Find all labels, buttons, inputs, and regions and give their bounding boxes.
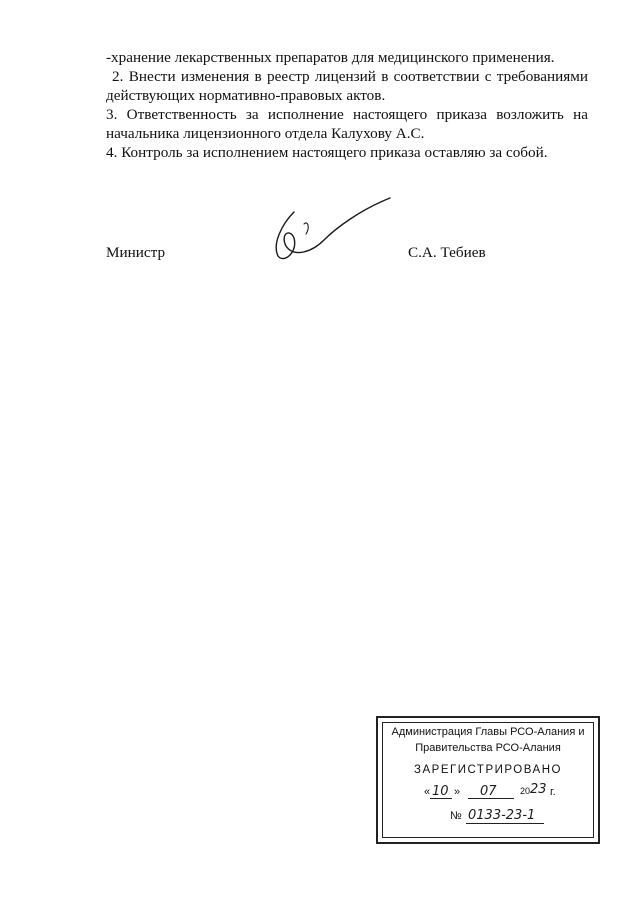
- stamp-number-label: №: [450, 810, 462, 822]
- stamp-year-prefix: 20: [520, 786, 531, 796]
- paragraph-text: -хранение лекарственных препаратов для медицинского применения.: [106, 49, 555, 66]
- stamp-org-line1: Администрация Главы РСО-Алания и: [391, 726, 585, 738]
- stamp-number: [450, 808, 570, 828]
- stamp-org-line2: Правительства РСО-Алания: [415, 742, 561, 754]
- stamp-quote-close: »: [454, 786, 461, 798]
- paragraph-storage: [106, 48, 588, 67]
- document-body: [106, 48, 588, 162]
- stamp-quote-open: «: [424, 786, 431, 798]
- paragraph-2: [106, 67, 588, 105]
- registration-stamp: [376, 716, 600, 844]
- stamp-year-suffix: г.: [550, 786, 556, 798]
- stamp-number-value: 0133-23-1: [468, 808, 536, 823]
- stamp-date-year: 23: [530, 782, 547, 797]
- paragraph-text: 4. Контроль за исполнением настоящего приказа оставляю за собой.: [106, 144, 548, 161]
- signatory-name: С.А. Тебиев: [408, 244, 486, 261]
- stamp-date-month: 07: [480, 784, 497, 799]
- paragraph-text: 2. Внести изменения в реестр лицензий в соответствии с требованиями действующих нормативно-правовых актов.: [106, 68, 588, 104]
- signatory-title: Министр: [106, 244, 166, 261]
- stamp-date: [422, 784, 572, 804]
- stamp-date-day: 10: [432, 784, 449, 799]
- paragraph-4: [106, 143, 588, 162]
- paragraph-3: [106, 105, 588, 143]
- handwritten-signature: [264, 194, 394, 266]
- paragraph-text: 3. Ответственность за исполнение настоящего приказа возложить на начальника лицензионного отдела Калухову А.С.: [106, 106, 588, 142]
- stamp-registered: ЗАРЕГИСТРИРОВАНО: [414, 764, 562, 776]
